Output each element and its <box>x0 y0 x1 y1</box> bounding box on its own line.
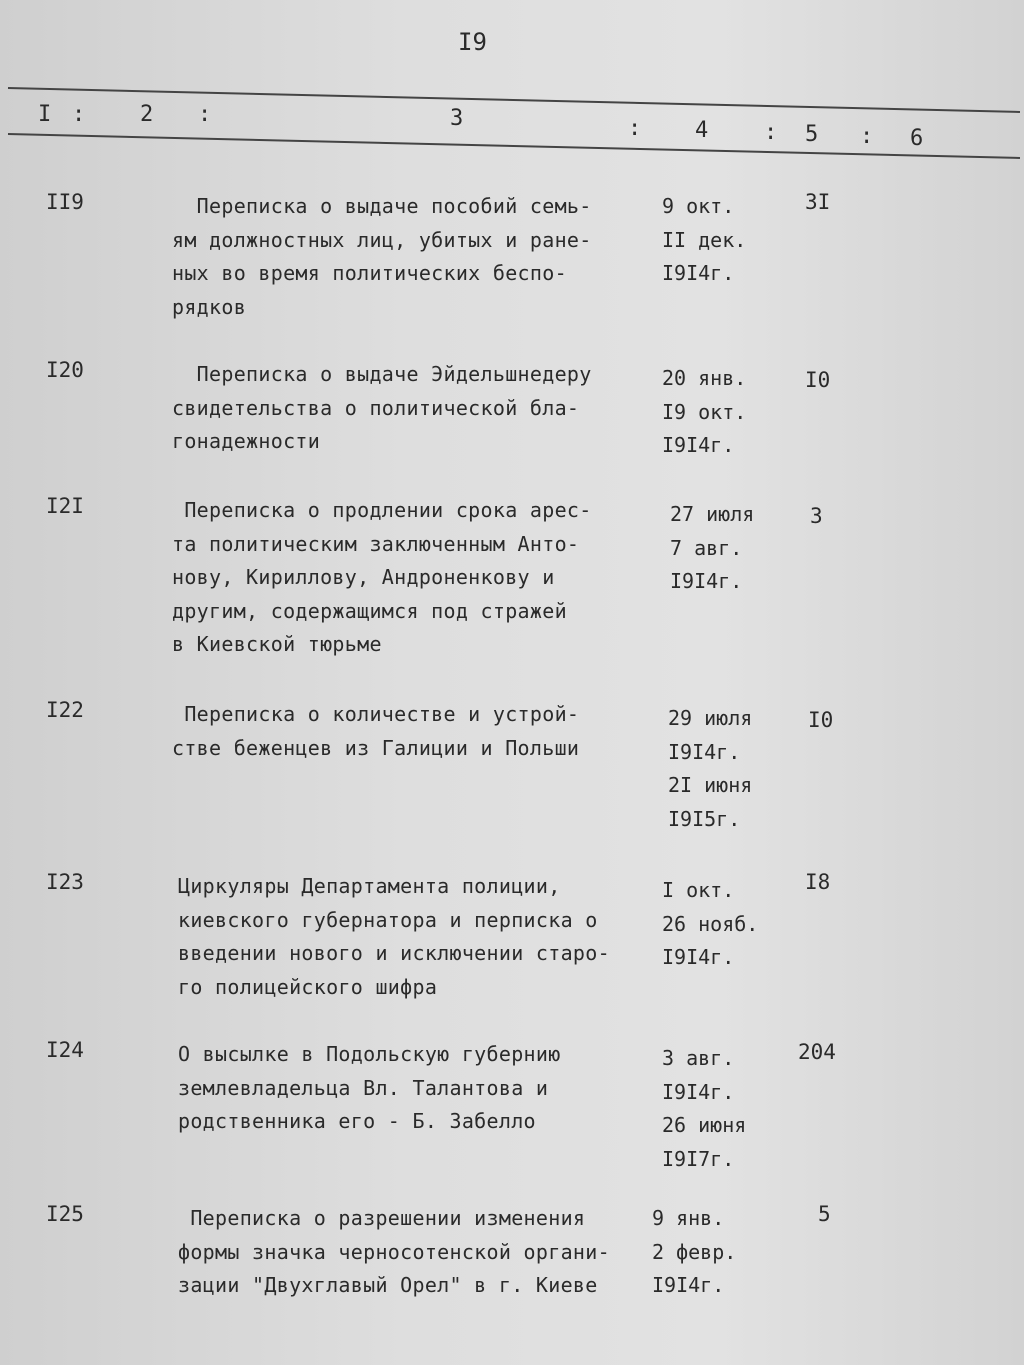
column-separator: : <box>860 124 874 149</box>
item-number: I24 <box>46 1038 84 1062</box>
column-header-2: 2 <box>140 102 154 127</box>
item-dates: 29 июля I9I4г. 2I июня I9I5г. <box>668 706 753 831</box>
item-dates: 9 окт. II дек. I9I4г. <box>662 194 747 285</box>
page-number: I9 <box>458 28 487 56</box>
item-sheets: I0 <box>808 708 834 732</box>
column-separator: : <box>628 116 642 141</box>
item-title: Переписка о разрешении изменения формы значка черносотенской органи- зации "Двухглавый Орел" в г. Киеве <box>178 1206 610 1297</box>
column-header-1: I <box>38 102 52 127</box>
item-title: О высылке в Подольскую губернию землевладельца Вл. Талантова и родственника его - Б. Забелло <box>178 1042 561 1133</box>
item-dates: 9 янв. 2 февр. I9I4г. <box>652 1206 737 1297</box>
item-title: Переписка о продлении срока арес- та политическим заключенным Анто- нову, Кириллову, Андроненкову и другим, содержащимся под стражей в Киевской тюрьме <box>172 498 592 656</box>
column-header-5: 5 <box>805 122 819 147</box>
item-sheets: 5 <box>818 1202 831 1226</box>
column-separator: : <box>72 102 86 127</box>
column-separator: : <box>198 102 212 127</box>
item-dates: 27 июля 7 авг. I9I4г. <box>670 502 755 593</box>
item-number: I25 <box>46 1202 84 1226</box>
item-number: I22 <box>46 698 84 722</box>
item-sheets: 3 <box>810 504 823 528</box>
column-separator: : <box>764 120 778 145</box>
item-number: I23 <box>46 870 84 894</box>
item-title: Переписка о количестве и устрой- стве беженцев из Галиции и Польши <box>172 702 580 760</box>
item-dates: I окт. 26 нояб. I9I4г. <box>662 878 759 969</box>
column-header-4: 4 <box>695 118 709 143</box>
item-title: Переписка о выдаче Эйдельшнедеру свидетельства о политической бла- гонадежности <box>172 362 592 453</box>
item-sheets: I8 <box>805 870 831 894</box>
item-sheets: 204 <box>798 1040 836 1064</box>
item-title: Переписка о выдаче пособий семь- ям должностных лиц, убитых и ране- ных во время политических беспо- рядков <box>172 194 592 319</box>
item-number: I2I <box>46 494 84 518</box>
item-dates: 3 авг. I9I4г. 26 июня I9I7г. <box>662 1046 747 1171</box>
column-header-3: 3 <box>450 106 464 131</box>
item-dates: 20 янв. I9 окт. I9I4г. <box>662 366 747 457</box>
item-number: I20 <box>46 358 84 382</box>
item-sheets: 3I <box>805 190 831 214</box>
column-header-6: 6 <box>910 126 924 151</box>
item-title: Циркуляры Департамента полиции, киевского губернатора и перписка о введении нового и исключении старо- го полицейского шифра <box>178 874 610 999</box>
item-number: II9 <box>46 190 84 214</box>
item-sheets: I0 <box>805 368 831 392</box>
